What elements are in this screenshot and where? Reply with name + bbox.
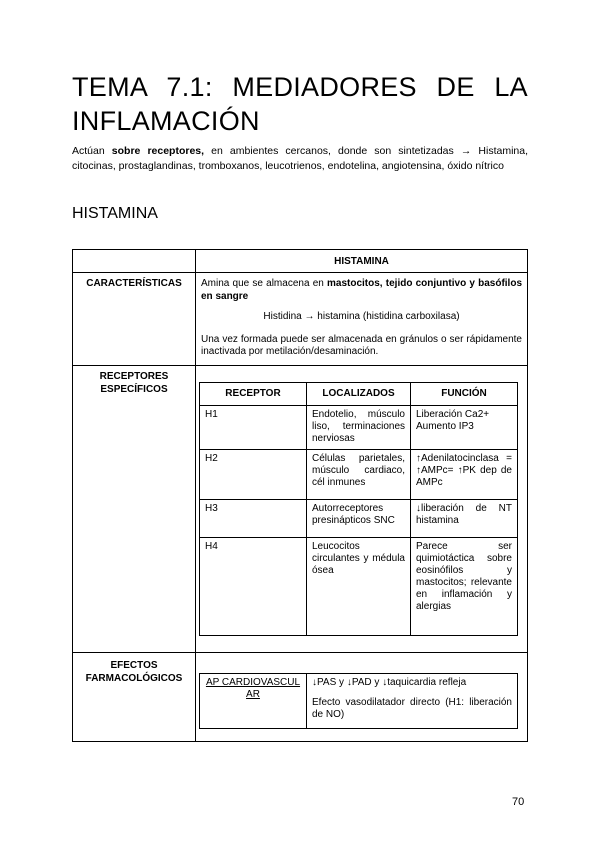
intro-text-end: en ambientes cercanos, donde son sintetizadas → Histamina, citocinas, prostaglandinas, tromboxanos, leucotrienos, endotelina, angiotensina, óxido nítrico bbox=[72, 145, 529, 172]
funcion-cell: ↑Adenilatocinclasa = ↑AMPc= ↑PK dep de AMPc bbox=[411, 449, 518, 499]
localizados-cell: Endotelio, músculo liso, terminaciones nerviosas bbox=[307, 405, 411, 449]
receptor-cell: H3 bbox=[200, 499, 307, 537]
caracteristicas-p1 bbox=[201, 278, 522, 303]
receptores-table bbox=[199, 382, 518, 636]
receptor-cell: H4 bbox=[200, 537, 307, 635]
table-row bbox=[200, 537, 518, 635]
table-row bbox=[200, 499, 518, 537]
col-header-receptor: RECEPTOR bbox=[200, 382, 307, 405]
efectos-content bbox=[196, 652, 528, 741]
title-line-2: INFLAMACIÓN bbox=[72, 106, 260, 136]
efecto-2: Efecto vasodilatador directo (H1: liberación de NO) bbox=[312, 696, 512, 720]
table-row bbox=[200, 449, 518, 499]
caracteristicas-p2: Histidina → histamina (histidina carboxilasa) bbox=[263, 311, 460, 322]
histamina-table bbox=[72, 249, 528, 742]
efectos-cell bbox=[307, 673, 518, 728]
col-header-funcion: FUNCIÓN bbox=[411, 382, 518, 405]
intro-text-start: Actúan bbox=[72, 145, 112, 157]
row-label-efectos: EFECTOS FARMACOLÓGICOS bbox=[73, 652, 196, 741]
efectos-table bbox=[199, 673, 518, 729]
localizados-cell: Leucocitos circulantes y médula ósea bbox=[307, 537, 411, 635]
caracteristicas-content bbox=[196, 273, 528, 366]
caracteristicas-p3: Una vez formada puede ser almacenada en gránulos o ser rápidamente inactivada por metilación/desaminación. bbox=[201, 333, 522, 357]
table-row bbox=[200, 405, 518, 449]
funcion-cell: ↓liberación de NT histamina bbox=[411, 499, 518, 537]
page-title bbox=[72, 70, 528, 138]
funcion-cell: Liberación Ca2+ Aumento IP3 bbox=[411, 405, 518, 449]
row-label-receptores: RECEPTORES ESPECÍFICOS bbox=[73, 365, 196, 652]
receptores-content bbox=[196, 365, 528, 652]
table-header: HISTAMINA bbox=[196, 250, 528, 273]
section-heading: HISTAMINA bbox=[72, 205, 158, 222]
p1-text: Amina que se almacena en bbox=[201, 278, 328, 289]
localizados-cell: Autorreceptores presinápticos SNC bbox=[307, 499, 411, 537]
table-corner bbox=[73, 250, 196, 273]
efecto-1: ↓PAS y ↓PAD y ↓taquicardia refleja bbox=[312, 676, 467, 688]
receptor-cell: H2 bbox=[200, 449, 307, 499]
col-header-localizados: LOCALIZADOS bbox=[307, 382, 411, 405]
p1-bold: mastocitos, tejido conjuntivo y basófilos en sangre bbox=[201, 278, 523, 302]
intro-bold: sobre receptores, bbox=[111, 145, 205, 157]
localizados-cell: Células parietales, músculo cardiaco, cél inmunes bbox=[307, 449, 411, 499]
row-label-caracteristicas: CARACTERÍSTICAS bbox=[73, 273, 196, 366]
page-number: 70 bbox=[512, 796, 525, 808]
funcion-cell: Parece ser quimiotáctica sobre eosinófilos y mastocitos; relevante en inflamación y alergias bbox=[411, 537, 518, 635]
title-line-1: TEMA 7.1: MEDIADORES DE LA bbox=[72, 72, 528, 102]
receptor-cell: H1 bbox=[200, 405, 307, 449]
aparato-cardiovascular: AP CARDIOVASCULAR bbox=[200, 673, 307, 728]
intro-paragraph bbox=[72, 144, 528, 173]
